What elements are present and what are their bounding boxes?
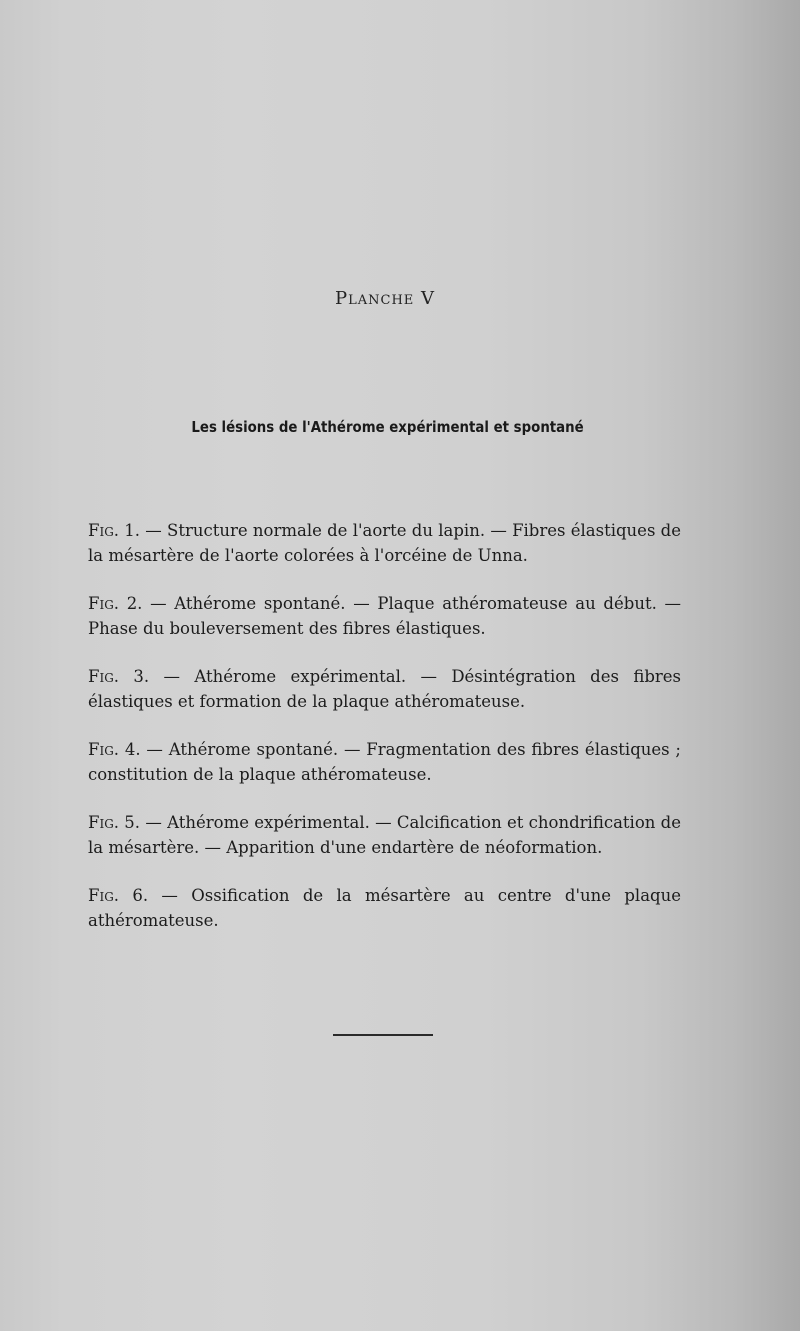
figure-label: Fig. 5. — [88, 813, 141, 832]
figure-caption — [88, 591, 681, 641]
figure-captions — [88, 518, 681, 956]
figure-caption — [88, 518, 681, 568]
figure-text: — Athérome expérimental. — Désintégration des fibres élastiques et formation de la plaque athéromateuse. — [88, 667, 682, 711]
figure-label: Fig. 3. — [88, 667, 150, 686]
figure-label: Fig. 4. — [88, 740, 141, 759]
plate-heading: Planche V — [334, 288, 435, 309]
figure-caption — [88, 883, 681, 933]
figure-caption — [88, 664, 681, 714]
figure-caption — [88, 810, 681, 860]
figure-label: Fig. 2. — [88, 594, 143, 613]
figure-text: — Athérome spontané. — Fragmentation des fibres élastiques ; constitution de la plaque athéromateuse. — [88, 740, 681, 784]
figure-label: Fig. 6. — [88, 886, 149, 905]
figure-caption — [88, 737, 681, 787]
figure-text: — Structure normale de l'aorte du lapin. — Fibres élastiques de la mésartère de l'aorte colorées à l'orcéine de Unna. — [88, 521, 681, 565]
figure-text: — Athérome spontané. — Plaque athéromateuse au début. — Phase du bouleversement des fibres élastiques. — [88, 594, 681, 638]
figure-text: — Ossification de la mésartère au centre d'une plaque athéromateuse. — [88, 886, 682, 930]
figure-text: — Athérome expérimental. — Calcification et chondrification de la mésartère. — Apparition d'une endartère de néoformation. — [88, 813, 681, 857]
closing-rule — [333, 1034, 433, 1036]
plate-subtitle: Les lésions de l'Athérome expérimental et spontané — [191, 418, 584, 436]
figure-label: Fig. 1. — [88, 521, 141, 540]
